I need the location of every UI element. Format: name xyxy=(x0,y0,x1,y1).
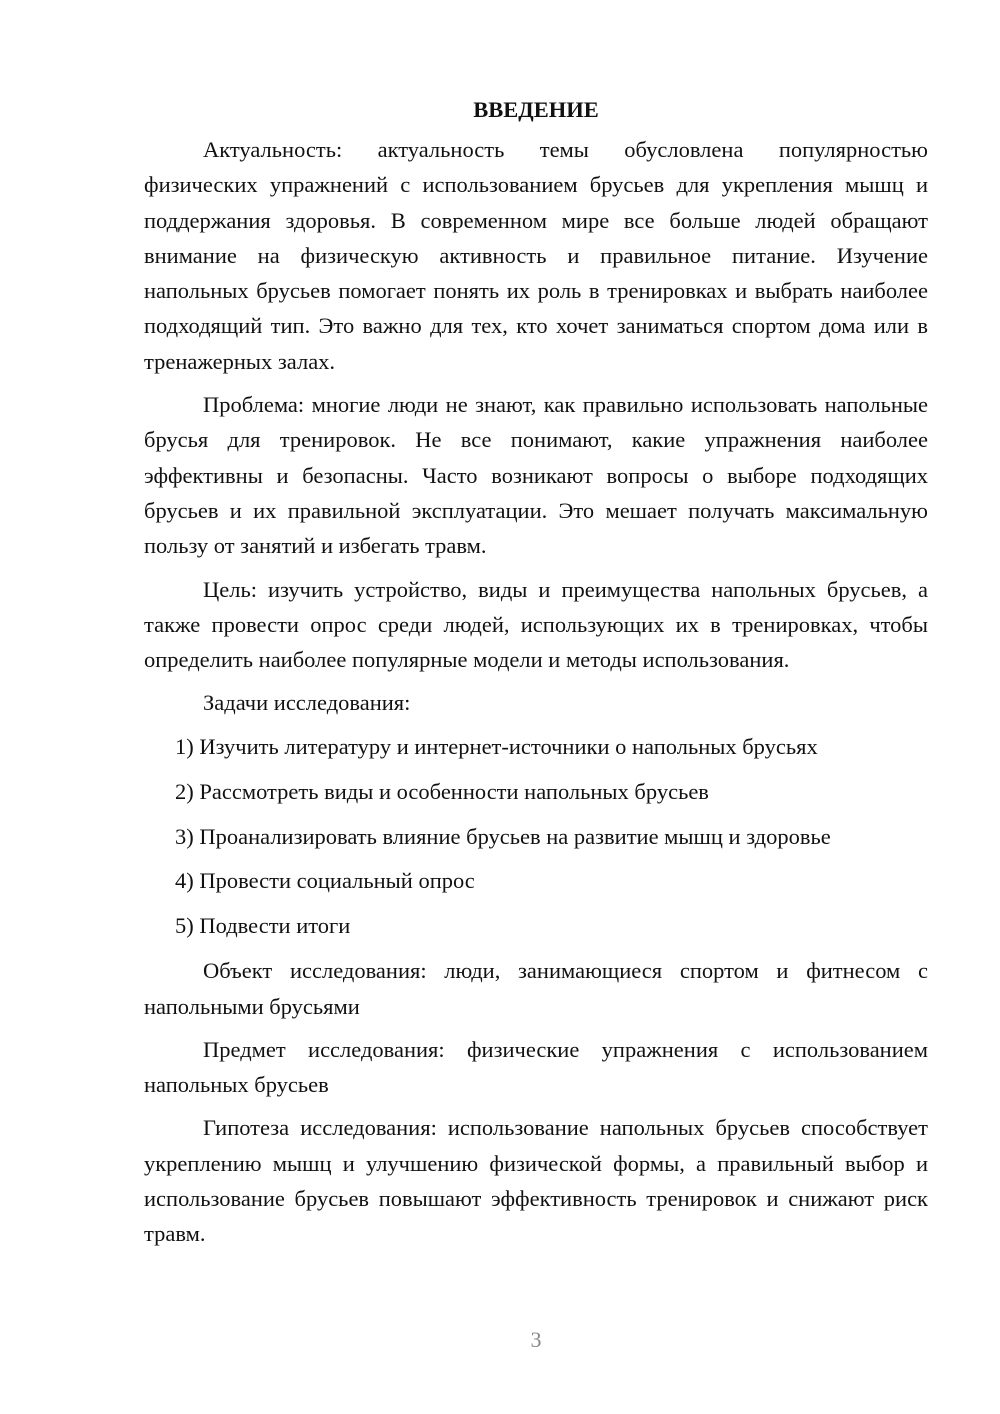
paragraph-problem: Проблема: многие люди не знают, как правильно использовать напольные брусья для тренировок. Не все понимают, какие упражнения наиболее эффективны и безопасны. Часто возникают вопросы о выборе подходящих брусьев и их правильной эксплуатации. Это мешает получать максимальную пользу от занятий и избегать травм. xyxy=(144,392,928,559)
paragraph-object: Объект исследования: люди, занимающиеся спортом и фитнесом с напольными брусьями xyxy=(144,958,928,1019)
tasks-heading: Задачи исследования: xyxy=(203,690,411,716)
section-title: ВВЕДЕНИЕ xyxy=(473,97,599,122)
list-item: 3) Проанализировать влияние брусьев на развитие мышц и здоровье xyxy=(175,823,831,849)
list-item: 4) Провести социальный опрос xyxy=(175,868,475,894)
list-item: 1) Изучить литературу и интернет-источники о напольных брусьях xyxy=(175,733,818,759)
list-item: 5) Подвести итоги xyxy=(175,913,351,939)
paragraph-goal: Цель: изучить устройство, виды и преимущества напольных брусьев, а также провести опрос среди людей, использующих их в тренировках, чтобы определить наиболее популярные модели и методы использования. xyxy=(144,576,928,673)
document-page xyxy=(144,92,928,1260)
paragraph-hypothesis: Гипотеза исследования: использование напольных брусьев способствует укреплению мышц и улучшению физической формы, а правильный выбор и использование брусьев повышают эффективность тренировок и снижают риск травм. xyxy=(144,1115,928,1247)
list-item: 2) Рассмотреть виды и особенности напольных брусьев xyxy=(175,778,709,804)
paragraph-subject: Предмет исследования: физические упражнения с использованием напольных брусьев xyxy=(144,1036,928,1098)
paragraph-relevance: Актуальность: актуальность темы обусловлена популярностью физических упражнений с использованием брусьев для укрепления мышц и поддержания здоровья. В современном мире все больше людей обращают внимание на физическую активность и правильное питание. Изучение напольных брусьев помогает понять их роль в тренировках и выбрать наиболее подходящий тип. Это важно для тех, кто хочет заниматься спортом дома или в тренажерных залах. xyxy=(144,137,928,374)
page-number: 3 xyxy=(530,1327,542,1352)
tasks-list xyxy=(144,729,928,944)
